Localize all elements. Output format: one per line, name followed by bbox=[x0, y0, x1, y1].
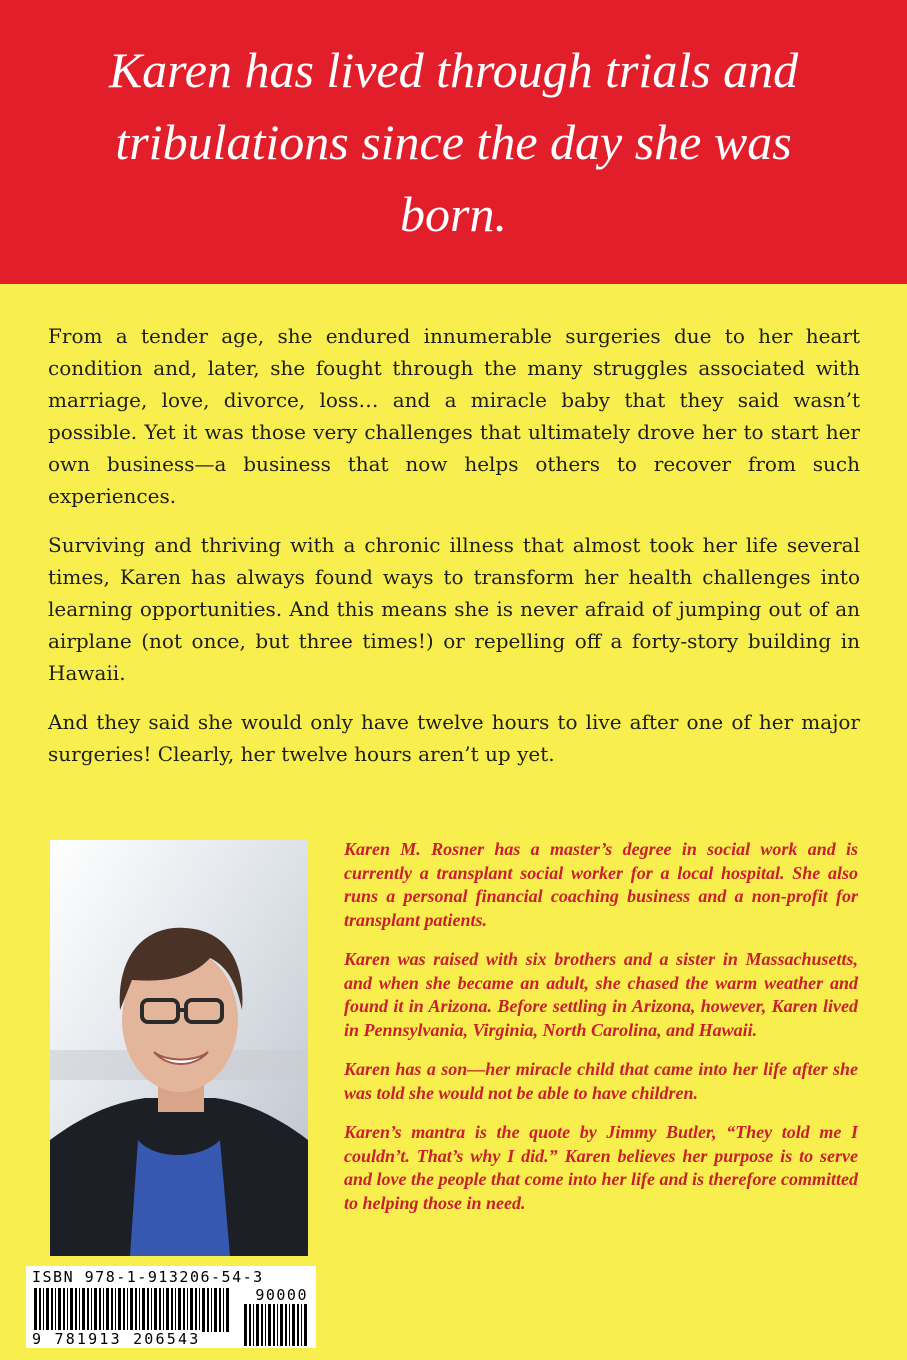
headline-banner bbox=[0, 0, 907, 284]
headline: Karen has lived through trials and tribulations since the day she was born. bbox=[108, 42, 799, 242]
bio-paragraph-1: Karen M. Rosner has a master’s degree in social work and is currently a transplant social worker for a local hospital. She also runs a personal financial coaching business and a non-profit for transplant patients. bbox=[344, 839, 858, 930]
barcode-number: 9 781913 206543 bbox=[32, 1330, 201, 1348]
bio-paragraph-3: Karen has a son—her miracle child that came into her life after she was told she would not be able to have children. bbox=[344, 1059, 858, 1103]
barcode bbox=[26, 1266, 316, 1348]
isbn-label: ISBN 978-1-913206-54-3 bbox=[32, 1268, 264, 1286]
price-code: 90000 bbox=[255, 1286, 308, 1304]
blurb-paragraph-3: And they said she would only have twelve hours to live after one of her major surgeries! Clearly, her twelve hours aren’t up yet. bbox=[48, 710, 860, 766]
bio-paragraph-2: Karen was raised with six brothers and a sister in Massachusetts, and when she became an adult, she chased the warm weather and found it in Arizona. Before settling in Arizona, however, Karen lived in Pennsylvania, Virginia, North Carolina, and Hawaii. bbox=[344, 949, 858, 1040]
blurb-paragraph-2: Surviving and thriving with a chronic illness that almost took her life several times, Karen has always found ways to transform her health challenges into learning opportunities. And this means she is never afraid of jumping out of an airplane (not once, but three times!) or repelling off a forty-story building in Hawaii. bbox=[48, 533, 860, 685]
author-photo bbox=[50, 840, 308, 1256]
author-portrait-image bbox=[50, 840, 308, 1256]
bio-paragraph-4: Karen’s mantra is the quote by Jimmy Butler, “They told me I couldn’t. That’s why I did.” Karen believes her purpose is to serve and love the people that come into her life and is therefore committed to helping those in need. bbox=[344, 1122, 858, 1213]
author-bio bbox=[344, 838, 858, 1231]
barcode-addon-bars bbox=[244, 1304, 308, 1346]
blurb bbox=[48, 320, 860, 787]
blurb-paragraph-1: From a tender age, she endured innumerable surgeries due to her heart condition and, later, she fought through the many struggles associated with marriage, love, divorce, loss… and a miracle baby that they said wasn’t possible. Yet it was those very challenges that ultimately drove her to start her own business—a business that now helps others to recover from such experiences. bbox=[48, 324, 860, 508]
